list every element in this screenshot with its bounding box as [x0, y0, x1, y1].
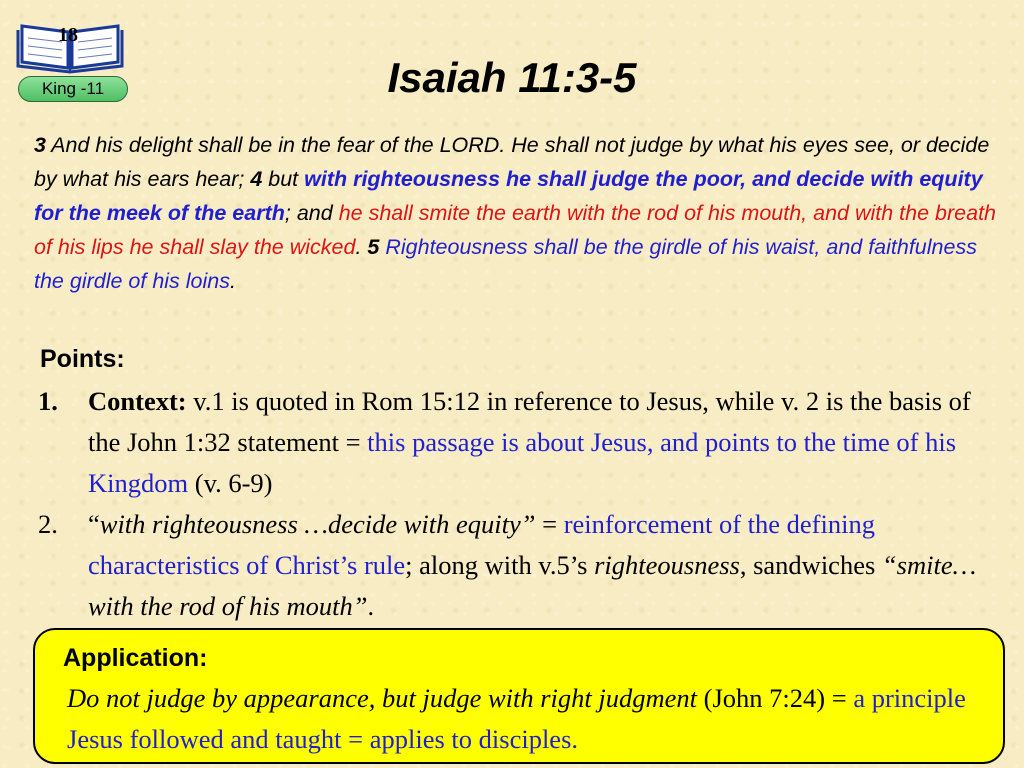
- verse-5-highlight-blue: Righteousness shall be the girdle of his waist, and faithfulness the girdle of his loins: [34, 235, 977, 293]
- point-body: [88, 504, 988, 627]
- point-open-quote: “: [88, 509, 100, 539]
- point-italic-word: righteousness: [594, 550, 740, 580]
- points-heading: Points:: [40, 345, 125, 373]
- points-list: [38, 381, 988, 627]
- point-highlight: reinforcement of the defining characteristics of Christ’s rule: [88, 509, 875, 580]
- point-body: [88, 381, 988, 504]
- point-item-2: [38, 504, 988, 627]
- verse-4-semicolon: ; and: [284, 201, 339, 225]
- point-italic-quote: “smite…with the rod of his mouth”: [88, 550, 977, 621]
- application-box: [33, 628, 1005, 764]
- verse-number-4: 4: [250, 167, 263, 191]
- application-highlight: a principle Jesus followed and taught = applies to disciples.: [67, 683, 966, 754]
- verse-number-3: 3: [34, 133, 46, 157]
- point-highlight: this passage is about Jesus, and points to the time of his Kingdom: [88, 427, 957, 498]
- point-number: 1.: [38, 386, 58, 416]
- point-quote: with righteousness …decide with equity”: [99, 509, 536, 539]
- point-text-2: , sandwiches: [739, 550, 882, 580]
- verse-3-text: And his delight shall be in the fear of the LORD. He shall not judge by what his eyes see, or decide by what his ears hear;: [34, 133, 990, 191]
- verse-number-5: 5: [367, 235, 380, 259]
- point-label: Context:: [88, 386, 187, 416]
- verse-4-period: .: [355, 235, 368, 259]
- point-text-end: (v. 6-9): [188, 468, 273, 498]
- application-text: [67, 678, 992, 760]
- scripture-passage: [34, 128, 1004, 298]
- application-heading: Application:: [63, 644, 208, 672]
- point-end: .: [367, 591, 375, 621]
- point-number: 2.: [38, 509, 58, 539]
- page-title: Isaiah 11:3-5: [387, 54, 637, 101]
- slide-number: 18: [58, 24, 78, 46]
- application-italic: Do not judge by appearance, but judge with right judgment: [67, 683, 698, 713]
- point-equals: =: [535, 509, 564, 539]
- verse-4-but: but: [262, 167, 305, 191]
- lesson-badge: King -11: [18, 76, 128, 102]
- application-reference: (John 7:24) =: [697, 683, 854, 713]
- verse-4-highlight-blue: with righteousness he shall judge the poor, and decide with equity for the meek of the earth: [34, 167, 983, 225]
- verse-4-highlight-red: he shall smite the earth with the rod of his mouth, and with the breath of his lips he shall slay the wicked: [34, 201, 997, 259]
- point-text: ; along with v.5’s: [405, 550, 595, 580]
- point-text: v.1 is quoted in Rom 15:12 in reference to Jesus, while v. 2 is the basis of the John 1:32 statement =: [88, 386, 971, 457]
- verse-5-period: .: [230, 269, 236, 293]
- point-item-1: [38, 381, 988, 504]
